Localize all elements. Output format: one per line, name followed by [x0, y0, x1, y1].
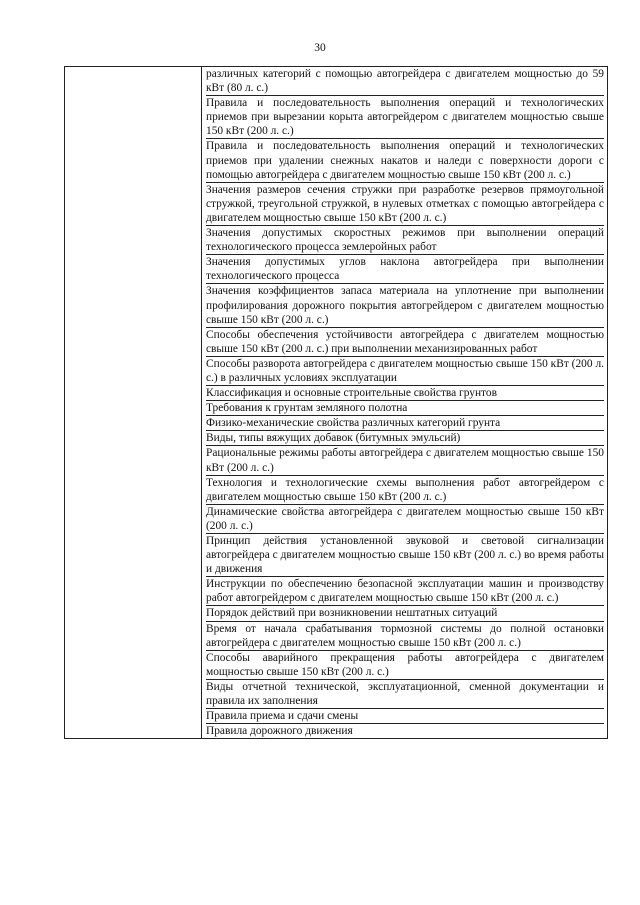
- list-item: Правила и последовательность выполнения операций и технологических приемов при удалении снежных накатов и наледи с поверхности дороги с помощью автогрейдера с двигателем мощностью свыше 150 кВт (200 л. с.): [206, 139, 604, 182]
- list-item: Физико-механические свойства различных категорий грунта: [206, 416, 604, 431]
- list-item: Способы аварийного прекращения работы автогрейдера с двигателем мощностью свыше 150 кВт (200 л. с.): [206, 651, 604, 680]
- list-item: Рациональные режимы работы автогрейдера с двигателем мощностью свыше 150 кВт (200 л. с.): [206, 446, 604, 475]
- table-row: [65, 67, 608, 739]
- category-cell: [65, 67, 202, 739]
- list-item: Значения коэффициентов запаса материала на уплотнение при выполнении профилирования дорожного покрытия автогрейдером с двигателем мощностью свыше 150 кВт (200 л. с.): [206, 284, 604, 327]
- list-item: Принцип действия установленной звуковой и световой сигнализации автогрейдера с двигателем мощностью свыше 150 кВт (200 л. с.) во время работы и движения: [206, 534, 604, 577]
- list-item: Инструкции по обеспечению безопасной эксплуатации машин и производству работ автогрейдером с двигателем мощностью свыше 150 кВт (200 л. с.): [206, 577, 604, 606]
- requirements-table: [64, 66, 608, 739]
- list-item: Динамические свойства автогрейдера с двигателем мощностью свыше 150 кВт (200 л. с.): [206, 505, 604, 534]
- list-item: Правила дорожного движения: [206, 725, 353, 738]
- list-item: Способы разворота автогрейдера с двигателем мощностью свыше 150 кВт (200 л. с.) в различных условиях эксплуатации: [206, 357, 604, 386]
- list-item: Порядок действий при возникновении нештатных ситуаций: [206, 606, 604, 621]
- list-item: Требования к грунтам земляного полотна: [206, 401, 604, 416]
- list-item: Время от начала срабатывания тормозной системы до полной остановки автогрейдера с двигателем мощностью свыше 150 кВт (200 л. с.): [206, 622, 604, 651]
- list-item: Значения допустимых углов наклона автогрейдера при выполнении технологического процесса: [206, 255, 604, 284]
- list-item: Классификация и основные строительные свойства грунтов: [206, 386, 604, 401]
- list-item: Виды отчетной технической, эксплуатационной, сменной документации и правила их заполнения: [206, 680, 604, 709]
- list-item: Способы обеспечения устойчивости автогрейдера с двигателем мощностью свыше 150 кВт (200 л. с.) при выполнении механизированных работ: [206, 328, 604, 357]
- list-item: различных категорий с помощью автогрейдера с двигателем мощностью до 59 кВт (80 л. с.): [206, 67, 604, 96]
- list-item: Правила и последовательность выполнения операций и технологических приемов при вырезании корыта автогрейдером с двигателем мощностью свыше 150 кВт (200 л. с.): [206, 96, 604, 139]
- page-number: 30: [314, 42, 326, 54]
- list-item: Значения размеров сечения стружки при разработке резервов прямоугольной стружкой, треугольной стружкой, в нулевых отметках с помощью автогрейдера с двигателем мощностью свыше 150 кВт (200 л. с.): [206, 183, 604, 226]
- list-item: Виды, типы вяжущих добавок (битумных эмульсий): [206, 431, 604, 446]
- list-item: Значения допустимых скоростных режимов при выполнении операций технологического процесса землеройных работ: [206, 226, 604, 255]
- list-item: Правила приема и сдачи смены: [206, 709, 604, 724]
- items-cell: [202, 67, 608, 739]
- list-item: Технология и технологические схемы выполнения работ автогрейдером с двигателем мощностью свыше 150 кВт (200 л. с.): [206, 476, 604, 505]
